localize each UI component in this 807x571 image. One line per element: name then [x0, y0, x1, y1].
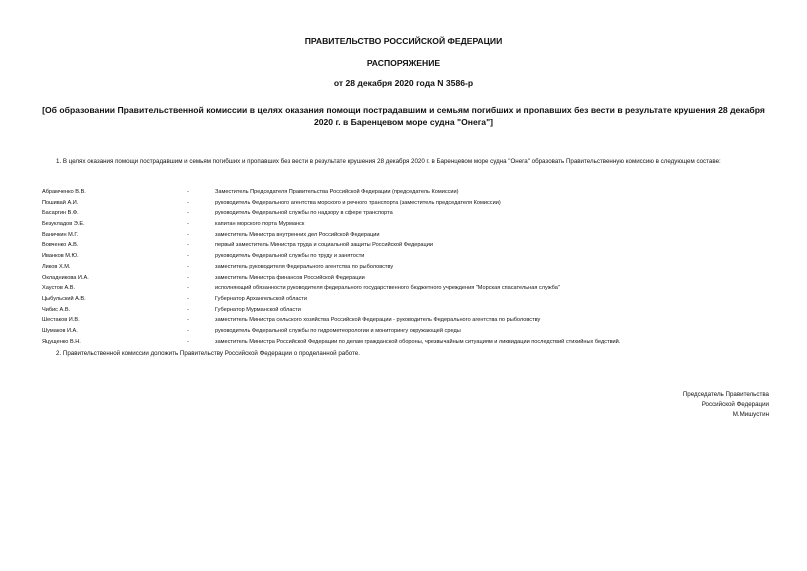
member-row: [42, 294, 782, 305]
document-date-number: от 28 декабря 2020 года N 3586-р: [333, 78, 474, 88]
member-dash: -: [187, 317, 189, 324]
member-row: [42, 315, 782, 326]
member-name: Цыбульский А.В.: [42, 295, 86, 302]
paragraph-2: 2. Правительственной комиссии доложить Правительству Российской Федерации о проделанной работе.: [56, 350, 360, 357]
signature-name: М.Мишустин: [732, 411, 769, 418]
member-dash: -: [187, 210, 189, 217]
signature-title-line1: Председатель Правительства: [682, 391, 769, 398]
document-type-heading: РАСПОРЯЖЕНИЕ: [366, 58, 441, 68]
member-row: [42, 219, 782, 230]
member-name: Хаустов А.В.: [42, 285, 76, 292]
member-row: [42, 240, 782, 251]
member-dash: -: [187, 221, 189, 228]
document-title: [Об образовании Правительственной комиссии в целях оказания помощи пострадавшим и семьям погибших и пропавших без вести в результате крушения 28 декабря 2020 г. в Баренцевом море судна "Онега"]: [42, 105, 765, 127]
member-dash: -: [187, 253, 189, 260]
member-dash: -: [187, 199, 189, 206]
member-position: Заместитель Председателя Правительства Российской Федерации (председатель Комиссии): [215, 189, 459, 195]
member-row: [42, 198, 782, 209]
member-name: Чибис А.В.: [42, 306, 71, 313]
member-row: [42, 262, 782, 273]
member-dash: -: [187, 295, 189, 302]
member-row: [42, 305, 782, 316]
signature-block: [683, 390, 769, 420]
member-dash: -: [187, 242, 189, 249]
member-name: Ликов Х.М.: [42, 263, 71, 270]
member-row: [42, 230, 782, 241]
member-position: руководитель Федеральной службы по надзору в сфере транспорта: [215, 210, 393, 217]
member-position: заместитель руководителя Федерального агентства по рыболовству: [215, 263, 394, 270]
member-position: руководитель Федеральной службы по труду и занятости: [215, 253, 365, 260]
member-position: заместитель Министра финансов Российской Федерации: [215, 274, 365, 281]
member-position: первый заместитель Министра труда и социальной защиты Российской Федерации: [215, 242, 433, 249]
member-position: руководитель Федеральной службы по гидрометеорологии и мониторингу окружающей среды: [215, 327, 461, 334]
member-row: [42, 251, 782, 262]
member-position: капитан морского порта Мурманск: [215, 221, 305, 228]
member-row: [42, 337, 782, 348]
member-position: Губернатор Мурманской области: [215, 306, 301, 313]
member-dash: -: [187, 306, 189, 313]
member-name: Басаргин В.Ф.: [42, 210, 79, 217]
commission-members-list: [42, 187, 782, 347]
member-row: [42, 208, 782, 219]
government-heading: ПРАВИТЕЛЬСТВО РОССИЙСКОЙ ФЕДЕРАЦИИ: [304, 36, 503, 46]
signature-title-line2: Российской Федерации: [701, 401, 769, 408]
member-row: [42, 283, 782, 294]
member-position: заместитель Министра Российской Федерации по делам гражданской обороны, чрезвычайным ситуациям и ликвидации последствий стихийных бедствий.: [215, 338, 621, 345]
member-row: [42, 187, 782, 198]
member-name: Шумаков И.А.: [42, 327, 78, 334]
paragraph-1: 1. В целях оказания помощи пострадавшим и семьям погибших и пропавших без вести в результате крушения 28 декабря 2020 г. в Баренцевом море судна "Онега" образовать Правительственную комиссию в следующем составе:: [56, 158, 721, 165]
member-position: руководитель Федерального агентства морского и речного транспорта (заместитель председателя Комиссии): [215, 199, 501, 206]
member-row: [42, 273, 782, 284]
member-row: [42, 326, 782, 337]
member-name: Окладникова И.А.: [42, 274, 89, 281]
member-position: заместитель Министра сельского хозяйства Российской Федерации - руководитель Федерального агентства по рыболовству: [215, 317, 541, 324]
member-dash: -: [187, 231, 189, 238]
member-name: Вовченко А.В.: [42, 242, 79, 249]
member-name: Абрамченко В.В.: [42, 189, 86, 195]
member-name: Шестаков И.В.: [42, 317, 80, 324]
member-dash: -: [187, 263, 189, 270]
member-name: Пошивай А.И.: [42, 199, 79, 206]
member-position: Губернатор Архангельской области: [215, 295, 307, 302]
member-name: Яцущенко В.Н.: [42, 338, 81, 345]
member-dash: -: [187, 327, 189, 334]
member-position: исполняющий обязанности руководителя федерального государственного бюджетного учреждения "Морская спасательная служба": [215, 285, 560, 292]
member-name: Ваничкин М.Г.: [42, 231, 79, 238]
member-dash: -: [187, 285, 189, 292]
member-dash: -: [187, 189, 189, 195]
member-name: Безукладов Э.Е.: [42, 221, 85, 228]
member-position: заместитель Министра внутренних дел Российской Федерации: [215, 231, 380, 238]
member-dash: -: [187, 338, 189, 345]
member-dash: -: [187, 274, 189, 281]
member-name: Иванков М.Ю.: [42, 253, 79, 260]
